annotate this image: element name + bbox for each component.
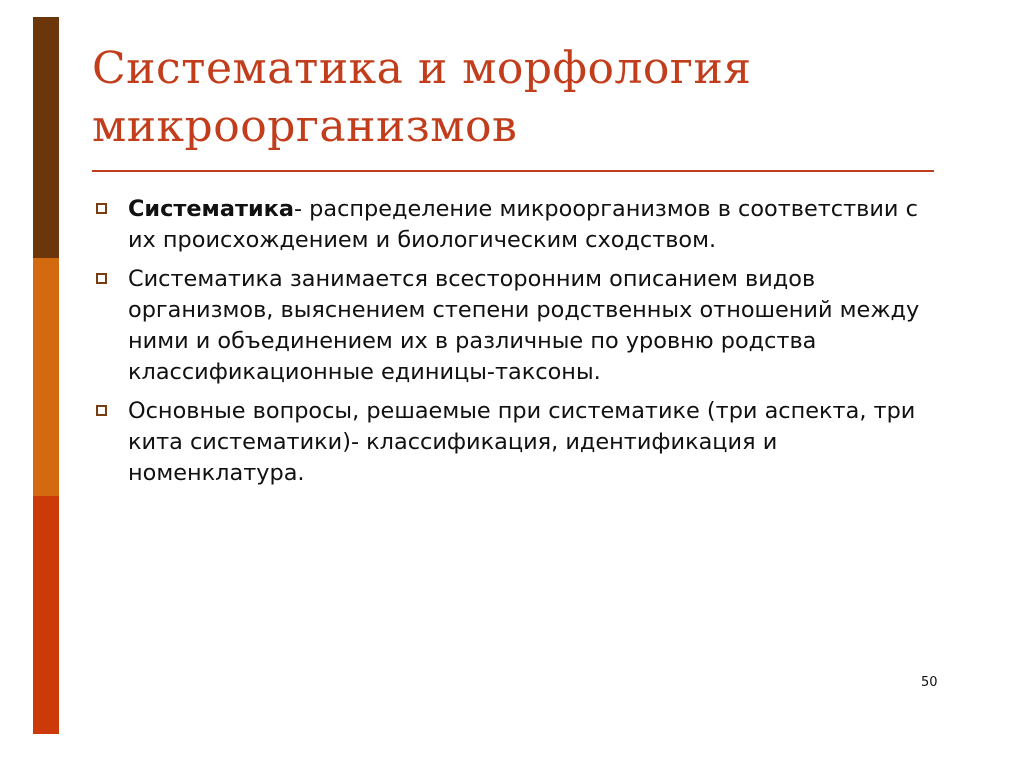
accent-bar-top: [33, 17, 59, 258]
slide-title: Систематика и морфология микроорганизмов: [92, 43, 752, 152]
page-number: 50: [921, 675, 938, 690]
bullet-text: - распределение микроорганизмов в соответствии с их происхождением и биологическим сходством.: [128, 196, 918, 253]
bullet-item: [96, 264, 936, 388]
accent-bar-middle: [33, 258, 59, 496]
bullet-term: Систематика: [128, 196, 294, 222]
bullet-item: [96, 396, 936, 489]
bullet-text: Основные вопросы, решаемые при систематике (три аспекта, три кита систематики)- классификация, идентификация и номенклатура.: [128, 398, 916, 486]
bullet-text: Систематика занимается всесторонним описанием видов организмов, выяснением степени родственных отношений между ними и объединением их в различные по уровню родства классификационные единицы-таксоны.: [128, 266, 920, 385]
hollow-square-bullet-icon: [96, 405, 107, 416]
hollow-square-bullet-icon: [96, 203, 107, 214]
title-underline: [92, 170, 934, 172]
bullet-item: [96, 194, 936, 256]
hollow-square-bullet-icon: [96, 273, 107, 284]
bullet-list: [96, 194, 936, 497]
accent-bar-bottom: [33, 496, 59, 734]
